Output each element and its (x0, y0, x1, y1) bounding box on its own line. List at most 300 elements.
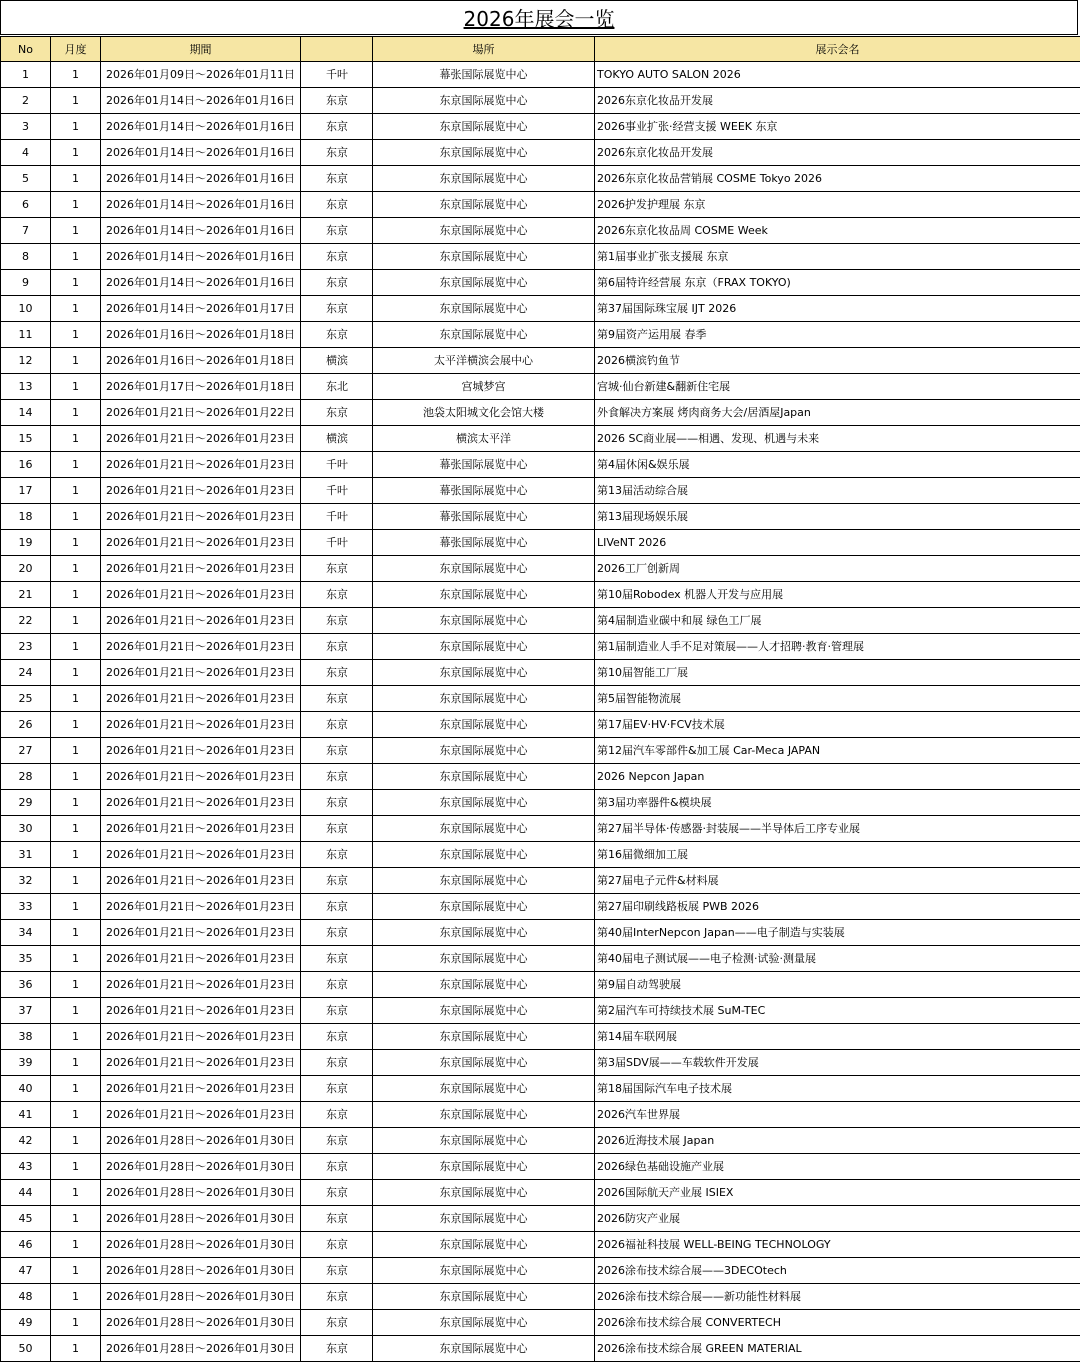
cell-month: 1 (51, 1206, 101, 1232)
cell-venue: 东京国际展览中心 (373, 140, 595, 166)
cell-month: 1 (51, 1310, 101, 1336)
cell-exhibition-name: LIVeNT 2026 (595, 530, 1080, 556)
cell-city: 东京 (301, 1180, 373, 1206)
cell-period: 2026年01月21日～2026年01月23日 (101, 998, 301, 1024)
cell-exhibition-name: 2026东京化妆品营销展 COSME Tokyo 2026 (595, 166, 1080, 192)
table-row (1, 1102, 1080, 1128)
cell-exhibition-name: 第5届智能物流展 (595, 686, 1080, 712)
cell-no: 32 (1, 868, 51, 894)
cell-venue: 东京国际展览中心 (373, 322, 595, 348)
cell-exhibition-name: 第37届国际珠宝展 IJT 2026 (595, 296, 1080, 322)
table-row (1, 530, 1080, 556)
table-row (1, 946, 1080, 972)
cell-period: 2026年01月28日～2026年01月30日 (101, 1232, 301, 1258)
cell-period: 2026年01月21日～2026年01月23日 (101, 530, 301, 556)
cell-no: 27 (1, 738, 51, 764)
cell-period: 2026年01月21日～2026年01月23日 (101, 790, 301, 816)
cell-month: 1 (51, 1076, 101, 1102)
table-row (1, 1076, 1080, 1102)
cell-exhibition-name: 2026绿色基础设施产业展 (595, 1154, 1080, 1180)
cell-venue: 东京国际展览中心 (373, 114, 595, 140)
cell-no: 34 (1, 920, 51, 946)
cell-period: 2026年01月21日～2026年01月23日 (101, 764, 301, 790)
cell-period: 2026年01月14日～2026年01月16日 (101, 88, 301, 114)
cell-city: 东京 (301, 738, 373, 764)
table-row (1, 348, 1080, 374)
cell-venue: 东京国际展览中心 (373, 1336, 595, 1362)
cell-venue: 横滨太平洋 (373, 426, 595, 452)
cell-no: 37 (1, 998, 51, 1024)
table-row (1, 1024, 1080, 1050)
cell-city: 东京 (301, 296, 373, 322)
cell-no: 25 (1, 686, 51, 712)
cell-exhibition-name: 2026 SC商业展——相遇、发现、机遇与未来 (595, 426, 1080, 452)
cell-venue: 东京国际展览中心 (373, 608, 595, 634)
cell-venue: 东京国际展览中心 (373, 660, 595, 686)
cell-period: 2026年01月21日～2026年01月23日 (101, 738, 301, 764)
table-row (1, 1206, 1080, 1232)
cell-venue: 东京国际展览中心 (373, 1232, 595, 1258)
cell-no: 47 (1, 1258, 51, 1284)
cell-city: 东京 (301, 686, 373, 712)
cell-month: 1 (51, 1180, 101, 1206)
table-row (1, 582, 1080, 608)
cell-venue: 东京国际展览中心 (373, 920, 595, 946)
cell-exhibition-name: 第17届EV·HV·FCV技术展 (595, 712, 1080, 738)
cell-city: 东京 (301, 1128, 373, 1154)
cell-exhibition-name: 第13届活动综合展 (595, 478, 1080, 504)
cell-city: 千叶 (301, 478, 373, 504)
cell-no: 21 (1, 582, 51, 608)
table-row (1, 426, 1080, 452)
cell-venue: 东京国际展览中心 (373, 192, 595, 218)
cell-venue: 东京国际展览中心 (373, 244, 595, 270)
cell-month: 1 (51, 946, 101, 972)
cell-venue: 东京国际展览中心 (373, 712, 595, 738)
cell-month: 1 (51, 582, 101, 608)
cell-city: 千叶 (301, 530, 373, 556)
table-row (1, 816, 1080, 842)
table-row (1, 1180, 1080, 1206)
cell-venue: 东京国际展览中心 (373, 166, 595, 192)
cell-city: 东京 (301, 270, 373, 296)
cell-no: 38 (1, 1024, 51, 1050)
table-row (1, 998, 1080, 1024)
cell-period: 2026年01月28日～2026年01月30日 (101, 1180, 301, 1206)
cell-city: 东京 (301, 400, 373, 426)
cell-month: 1 (51, 1024, 101, 1050)
cell-month: 1 (51, 556, 101, 582)
cell-month: 1 (51, 790, 101, 816)
cell-month: 1 (51, 88, 101, 114)
cell-no: 13 (1, 374, 51, 400)
cell-venue: 太平洋横滨会展中心 (373, 348, 595, 374)
table-row (1, 374, 1080, 400)
cell-venue: 东京国际展览中心 (373, 686, 595, 712)
cell-exhibition-name: 第10届Robodex 机器人开发与应用展 (595, 582, 1080, 608)
cell-period: 2026年01月28日～2026年01月30日 (101, 1258, 301, 1284)
cell-exhibition-name: 第40届电子测试展——电子检测·试验·测量展 (595, 946, 1080, 972)
cell-exhibition-name: 2026东京化妆品开发展 (595, 88, 1080, 114)
table-row (1, 504, 1080, 530)
exhibition-table (0, 36, 1080, 1362)
cell-no: 28 (1, 764, 51, 790)
cell-month: 1 (51, 920, 101, 946)
cell-city: 东京 (301, 790, 373, 816)
cell-period: 2026年01月21日～2026年01月23日 (101, 712, 301, 738)
cell-month: 1 (51, 764, 101, 790)
cell-month: 1 (51, 634, 101, 660)
cell-month: 1 (51, 504, 101, 530)
cell-no: 15 (1, 426, 51, 452)
cell-city: 东京 (301, 244, 373, 270)
cell-period: 2026年01月14日～2026年01月16日 (101, 218, 301, 244)
cell-no: 12 (1, 348, 51, 374)
cell-period: 2026年01月28日～2026年01月30日 (101, 1336, 301, 1362)
cell-exhibition-name: 2026东京化妆品开发展 (595, 140, 1080, 166)
cell-city: 东京 (301, 140, 373, 166)
table-row (1, 192, 1080, 218)
cell-no: 39 (1, 1050, 51, 1076)
cell-exhibition-name: 2026汽车世界展 (595, 1102, 1080, 1128)
table-row (1, 1128, 1080, 1154)
cell-exhibition-name: 第16届微细加工展 (595, 842, 1080, 868)
cell-venue: 东京国际展览中心 (373, 1128, 595, 1154)
table-row (1, 842, 1080, 868)
table-row (1, 478, 1080, 504)
cell-venue: 东京国际展览中心 (373, 946, 595, 972)
cell-period: 2026年01月21日～2026年01月23日 (101, 504, 301, 530)
cell-exhibition-name: 第12届汽车零部件&加工展 Car-Meca JAPAN (595, 738, 1080, 764)
cell-venue: 幕张国际展览中心 (373, 530, 595, 556)
cell-city: 东京 (301, 920, 373, 946)
cell-exhibition-name: 2026东京化妆品周 COSME Week (595, 218, 1080, 244)
cell-no: 42 (1, 1128, 51, 1154)
cell-period: 2026年01月21日～2026年01月23日 (101, 842, 301, 868)
cell-month: 1 (51, 1102, 101, 1128)
cell-city: 东京 (301, 1076, 373, 1102)
sheet-title: 2026年展会一览 (0, 0, 1078, 35)
cell-city: 东京 (301, 998, 373, 1024)
cell-no: 24 (1, 660, 51, 686)
cell-period: 2026年01月14日～2026年01月17日 (101, 296, 301, 322)
cell-no: 20 (1, 556, 51, 582)
cell-city: 东京 (301, 1336, 373, 1362)
cell-month: 1 (51, 530, 101, 556)
cell-month: 1 (51, 1128, 101, 1154)
cell-no: 17 (1, 478, 51, 504)
cell-exhibition-name: 第14届车联网展 (595, 1024, 1080, 1050)
cell-no: 43 (1, 1154, 51, 1180)
cell-period: 2026年01月21日～2026年01月23日 (101, 608, 301, 634)
cell-no: 3 (1, 114, 51, 140)
cell-venue: 东京国际展览中心 (373, 218, 595, 244)
cell-venue: 东京国际展览中心 (373, 270, 595, 296)
cell-exhibition-name: 2026防灾产业展 (595, 1206, 1080, 1232)
cell-city: 千叶 (301, 504, 373, 530)
table-row (1, 608, 1080, 634)
table-row (1, 972, 1080, 998)
cell-no: 2 (1, 88, 51, 114)
cell-period: 2026年01月28日～2026年01月30日 (101, 1284, 301, 1310)
cell-period: 2026年01月09日～2026年01月11日 (101, 62, 301, 88)
cell-month: 1 (51, 478, 101, 504)
cell-city: 东京 (301, 1050, 373, 1076)
cell-no: 36 (1, 972, 51, 998)
cell-city: 东京 (301, 816, 373, 842)
header-row (1, 37, 1080, 62)
cell-venue: 东京国际展览中心 (373, 1206, 595, 1232)
column-header-venue: 場所 (373, 37, 595, 62)
cell-venue: 东京国际展览中心 (373, 1310, 595, 1336)
table-row (1, 88, 1080, 114)
cell-no: 30 (1, 816, 51, 842)
table-row (1, 868, 1080, 894)
column-header-month: 月度 (51, 37, 101, 62)
cell-no: 45 (1, 1206, 51, 1232)
cell-month: 1 (51, 686, 101, 712)
cell-period: 2026年01月16日～2026年01月18日 (101, 348, 301, 374)
cell-city: 东京 (301, 764, 373, 790)
cell-period: 2026年01月21日～2026年01月23日 (101, 582, 301, 608)
cell-venue: 东京国际展览中心 (373, 1102, 595, 1128)
cell-venue: 东京国际展览中心 (373, 556, 595, 582)
cell-month: 1 (51, 998, 101, 1024)
cell-no: 48 (1, 1284, 51, 1310)
table-row (1, 140, 1080, 166)
table-row (1, 452, 1080, 478)
table-body (1, 62, 1080, 1362)
cell-period: 2026年01月14日～2026年01月16日 (101, 192, 301, 218)
cell-city: 东京 (301, 88, 373, 114)
cell-exhibition-name: 2026涂布技术综合展 CONVERTECH (595, 1310, 1080, 1336)
cell-no: 5 (1, 166, 51, 192)
cell-venue: 东京国际展览中心 (373, 998, 595, 1024)
cell-venue: 东京国际展览中心 (373, 582, 595, 608)
cell-period: 2026年01月21日～2026年01月23日 (101, 1102, 301, 1128)
cell-month: 1 (51, 192, 101, 218)
cell-exhibition-name: 第6届特许经营展 东京（FRAX TOKYO) (595, 270, 1080, 296)
cell-city: 东京 (301, 166, 373, 192)
cell-city: 东京 (301, 1258, 373, 1284)
cell-venue: 东京国际展览中心 (373, 634, 595, 660)
cell-no: 1 (1, 62, 51, 88)
column-header-period: 期間 (101, 37, 301, 62)
cell-month: 1 (51, 374, 101, 400)
cell-venue: 东京国际展览中心 (373, 894, 595, 920)
cell-period: 2026年01月21日～2026年01月22日 (101, 400, 301, 426)
cell-exhibition-name: 第2届汽车可持续技术展 SuM-TEC (595, 998, 1080, 1024)
cell-city: 东京 (301, 322, 373, 348)
cell-exhibition-name: 2026护发护理展 东京 (595, 192, 1080, 218)
cell-exhibition-name: 第3届SDV展——车载软件开发展 (595, 1050, 1080, 1076)
table-row (1, 712, 1080, 738)
cell-month: 1 (51, 1232, 101, 1258)
table-row (1, 686, 1080, 712)
cell-city: 东京 (301, 660, 373, 686)
cell-exhibition-name: 第18届国际汽车电子技术展 (595, 1076, 1080, 1102)
cell-period: 2026年01月14日～2026年01月16日 (101, 140, 301, 166)
cell-city: 东京 (301, 1102, 373, 1128)
table-row (1, 764, 1080, 790)
cell-venue: 东京国际展览中心 (373, 816, 595, 842)
table-row (1, 634, 1080, 660)
cell-month: 1 (51, 816, 101, 842)
cell-month: 1 (51, 868, 101, 894)
table-row (1, 660, 1080, 686)
cell-city: 千叶 (301, 452, 373, 478)
cell-month: 1 (51, 296, 101, 322)
cell-exhibition-name: 2026涂布技术综合展——新功能性材料展 (595, 1284, 1080, 1310)
cell-exhibition-name: 第27届电子元件&材料展 (595, 868, 1080, 894)
cell-exhibition-name: 第10届智能工厂展 (595, 660, 1080, 686)
cell-period: 2026年01月21日～2026年01月23日 (101, 660, 301, 686)
cell-month: 1 (51, 140, 101, 166)
cell-venue: 东京国际展览中心 (373, 868, 595, 894)
cell-period: 2026年01月21日～2026年01月23日 (101, 1024, 301, 1050)
cell-city: 东京 (301, 1284, 373, 1310)
cell-venue: 幕张国际展览中心 (373, 504, 595, 530)
cell-no: 6 (1, 192, 51, 218)
cell-period: 2026年01月21日～2026年01月23日 (101, 868, 301, 894)
table-row (1, 1258, 1080, 1284)
cell-month: 1 (51, 608, 101, 634)
cell-city: 东京 (301, 218, 373, 244)
cell-venue: 东京国际展览中心 (373, 1050, 595, 1076)
cell-exhibition-name: 2026福祉科技展 WELL-BEING TECHNOLOGY (595, 1232, 1080, 1258)
cell-city: 千叶 (301, 62, 373, 88)
cell-city: 东京 (301, 894, 373, 920)
cell-exhibition-name: 第1届制造业人手不足对策展——人才招聘·教育·管理展 (595, 634, 1080, 660)
cell-month: 1 (51, 1336, 101, 1362)
cell-period: 2026年01月21日～2026年01月23日 (101, 426, 301, 452)
cell-period: 2026年01月14日～2026年01月16日 (101, 166, 301, 192)
cell-exhibition-name: 第40届InterNepcon Japan——电子制造与实装展 (595, 920, 1080, 946)
cell-city: 东京 (301, 1310, 373, 1336)
cell-month: 1 (51, 166, 101, 192)
cell-exhibition-name: 2026涂布技术综合展 GREEN MATERIAL (595, 1336, 1080, 1362)
cell-period: 2026年01月28日～2026年01月30日 (101, 1154, 301, 1180)
cell-period: 2026年01月21日～2026年01月23日 (101, 946, 301, 972)
cell-no: 14 (1, 400, 51, 426)
cell-venue: 东京国际展览中心 (373, 972, 595, 998)
cell-city: 东京 (301, 1232, 373, 1258)
cell-exhibition-name: 第1届事业扩张支援展 东京 (595, 244, 1080, 270)
cell-venue: 东京国际展览中心 (373, 88, 595, 114)
cell-exhibition-name: 第27届印刷线路板展 PWB 2026 (595, 894, 1080, 920)
cell-no: 16 (1, 452, 51, 478)
table-row (1, 1284, 1080, 1310)
cell-city: 东北 (301, 374, 373, 400)
cell-venue: 东京国际展览中心 (373, 296, 595, 322)
cell-exhibition-name: 2026 Nepcon Japan (595, 764, 1080, 790)
cell-venue: 东京国际展览中心 (373, 1258, 595, 1284)
cell-venue: 东京国际展览中心 (373, 842, 595, 868)
cell-month: 1 (51, 348, 101, 374)
cell-exhibition-name: 第4届制造业碳中和展 绿色工厂展 (595, 608, 1080, 634)
cell-month: 1 (51, 400, 101, 426)
cell-venue: 东京国际展览中心 (373, 1076, 595, 1102)
cell-venue: 东京国际展览中心 (373, 1024, 595, 1050)
cell-city: 横滨 (301, 348, 373, 374)
cell-month: 1 (51, 738, 101, 764)
table-row (1, 1310, 1080, 1336)
cell-exhibition-name: 外食解决方案展 烤肉商务大会/居酒屋Japan (595, 400, 1080, 426)
table-row (1, 790, 1080, 816)
cell-period: 2026年01月21日～2026年01月23日 (101, 556, 301, 582)
cell-no: 26 (1, 712, 51, 738)
cell-no: 44 (1, 1180, 51, 1206)
table-row (1, 738, 1080, 764)
cell-exhibition-name: 第27届半导体·传感器·封装展——半导体后工序专业展 (595, 816, 1080, 842)
cell-period: 2026年01月21日～2026年01月23日 (101, 1050, 301, 1076)
cell-month: 1 (51, 1154, 101, 1180)
cell-exhibition-name: 第3届功率器件&模块展 (595, 790, 1080, 816)
cell-month: 1 (51, 1258, 101, 1284)
cell-exhibition-name: 2026近海技术展 Japan (595, 1128, 1080, 1154)
cell-period: 2026年01月21日～2026年01月23日 (101, 972, 301, 998)
table-row (1, 296, 1080, 322)
cell-exhibition-name: TOKYO AUTO SALON 2026 (595, 62, 1080, 88)
cell-no: 29 (1, 790, 51, 816)
cell-exhibition-name: 2026国际航天产业展 ISIEX (595, 1180, 1080, 1206)
cell-month: 1 (51, 270, 101, 296)
cell-exhibition-name: 宫城·仙台新建&翻新住宅展 (595, 374, 1080, 400)
cell-city: 东京 (301, 946, 373, 972)
cell-city: 东京 (301, 1024, 373, 1050)
cell-city: 东京 (301, 114, 373, 140)
table-row (1, 400, 1080, 426)
cell-month: 1 (51, 712, 101, 738)
cell-no: 10 (1, 296, 51, 322)
table-row (1, 114, 1080, 140)
cell-month: 1 (51, 660, 101, 686)
cell-period: 2026年01月21日～2026年01月23日 (101, 920, 301, 946)
cell-period: 2026年01月14日～2026年01月16日 (101, 114, 301, 140)
cell-city: 东京 (301, 608, 373, 634)
cell-exhibition-name: 第13届现场娱乐展 (595, 504, 1080, 530)
cell-exhibition-name: 2026涂布技术综合展——3DECOtech (595, 1258, 1080, 1284)
table-row (1, 166, 1080, 192)
cell-period: 2026年01月21日～2026年01月23日 (101, 686, 301, 712)
cell-period: 2026年01月21日～2026年01月23日 (101, 816, 301, 842)
cell-venue: 东京国际展览中心 (373, 1180, 595, 1206)
cell-month: 1 (51, 1284, 101, 1310)
table-row (1, 1154, 1080, 1180)
cell-month: 1 (51, 972, 101, 998)
cell-no: 33 (1, 894, 51, 920)
cell-exhibition-name: 2026横滨钓鱼节 (595, 348, 1080, 374)
table-row (1, 894, 1080, 920)
cell-period: 2026年01月21日～2026年01月23日 (101, 634, 301, 660)
cell-venue: 东京国际展览中心 (373, 790, 595, 816)
cell-no: 35 (1, 946, 51, 972)
cell-exhibition-name: 2026事业扩张·经营支援 WEEK 东京 (595, 114, 1080, 140)
cell-city: 东京 (301, 556, 373, 582)
cell-period: 2026年01月28日～2026年01月30日 (101, 1310, 301, 1336)
cell-month: 1 (51, 452, 101, 478)
cell-month: 1 (51, 218, 101, 244)
cell-period: 2026年01月14日～2026年01月16日 (101, 270, 301, 296)
table-row (1, 62, 1080, 88)
cell-city: 东京 (301, 1206, 373, 1232)
cell-month: 1 (51, 842, 101, 868)
cell-period: 2026年01月21日～2026年01月23日 (101, 478, 301, 504)
cell-no: 7 (1, 218, 51, 244)
table-row (1, 322, 1080, 348)
cell-no: 8 (1, 244, 51, 270)
cell-exhibition-name: 第9届自动驾驶展 (595, 972, 1080, 998)
